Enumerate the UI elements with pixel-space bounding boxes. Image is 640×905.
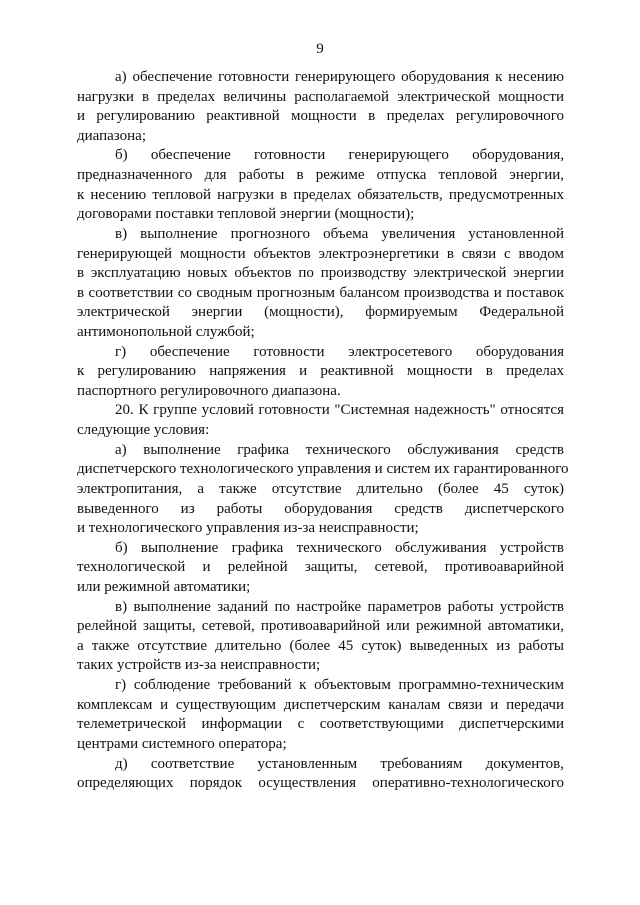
text-line: диспетчерского технологического управления и систем их гарантированного [77, 461, 569, 478]
paragraph-p8 [77, 598, 564, 676]
text-line: паспортного регулировочного диапазона. [77, 382, 341, 399]
text-line: электрической энергии (мощности), формируемым Федеральной [77, 304, 564, 321]
text-line: 20. К группе условий готовности "Системная надежность" относятся [115, 402, 564, 419]
text-line: к несению тепловой нагрузки в пределах обязательств, предусмотренных [77, 186, 564, 203]
text-line: б) обеспечение готовности генерирующего оборудования, [115, 147, 564, 164]
paragraph-p6 [77, 441, 569, 539]
text-line: и технологического управления из-за неисправности; [77, 520, 419, 537]
text-line: нагрузки в пределах величины располагаемой электрической мощности [77, 88, 564, 105]
text-line: к регулированию напряжения и реактивной мощности в пределах [77, 363, 564, 380]
text-line: в) выполнение заданий по настройке параметров работы устройств [115, 598, 564, 615]
text-line: генерирующей мощности объектов электроэнергетики в связи с вводом [77, 245, 564, 262]
text-line: комплексам и существующим диспетчерским каналам связи и передачи [77, 696, 564, 713]
text-line: диапазона; [77, 127, 146, 144]
paragraph-p4 [77, 343, 564, 402]
paragraph-p9 [77, 676, 564, 754]
paragraph-p3 [77, 225, 564, 343]
text-line: электропитания, а также отсутствие длительно (более 45 суток) [77, 480, 564, 497]
text-line: в) выполнение прогнозного объема увеличения установленной [115, 225, 564, 242]
paragraph-p7 [77, 539, 564, 598]
text-line: центрами системного оператора; [77, 735, 287, 752]
text-line: таких устройств из-за неисправности; [77, 657, 321, 674]
paragraph-p1 [77, 68, 564, 146]
text-line: а также отсутствие длительно (более 45 суток) выведенных из работы [77, 637, 564, 654]
text-line: а) обеспечение готовности генерирующего оборудования к несению [115, 69, 564, 85]
text-line: г) соблюдение требований к объектовым программно-техническим [115, 677, 564, 694]
text-line: а) выполнение графика технического обслуживания средств [115, 441, 564, 458]
text-line: в эксплуатацию новых объектов по производству электрической энергии [77, 265, 564, 282]
text-line: б) выполнение графика технического обслуживания устройств [115, 539, 564, 556]
text-line: выведенного из работы оборудования средств диспетчерского [77, 500, 564, 517]
text-line: антимонопольной службой; [77, 323, 255, 340]
text-line: релейной защиты, сетевой, противоаварийной или режимной автоматики, [77, 618, 564, 635]
text-line: в соответствии со сводным прогнозным балансом производства и поставок [77, 284, 564, 301]
document-body [77, 68, 569, 794]
text-line: или режимной автоматики; [77, 579, 251, 595]
text-line: г) обеспечение готовности электросетевого оборудования [115, 343, 564, 360]
text-line: технологической и релейной защиты, сетевой, противоаварийной [77, 559, 564, 576]
text-line: и регулированию реактивной мощности в пределах регулировочного [77, 108, 564, 125]
text-line: определяющих порядок осуществления оперативно-технологического [77, 775, 564, 792]
text-line: следующие условия: [77, 422, 210, 439]
text-line: д) соответствие установленным требованиям документов, [115, 755, 564, 772]
text-line: телеметрической информации с соответствующими диспетчерскими [77, 716, 564, 733]
paragraph-p10 [77, 755, 564, 794]
page-number: 9 [316, 41, 324, 57]
text-line: предназначенного для работы в режиме отпуска тепловой энергии, [77, 167, 564, 184]
paragraph-p2 [77, 146, 564, 224]
paragraph-p5 [77, 401, 564, 440]
text-line: договорами поставки тепловой энергии (мощности); [77, 206, 415, 223]
